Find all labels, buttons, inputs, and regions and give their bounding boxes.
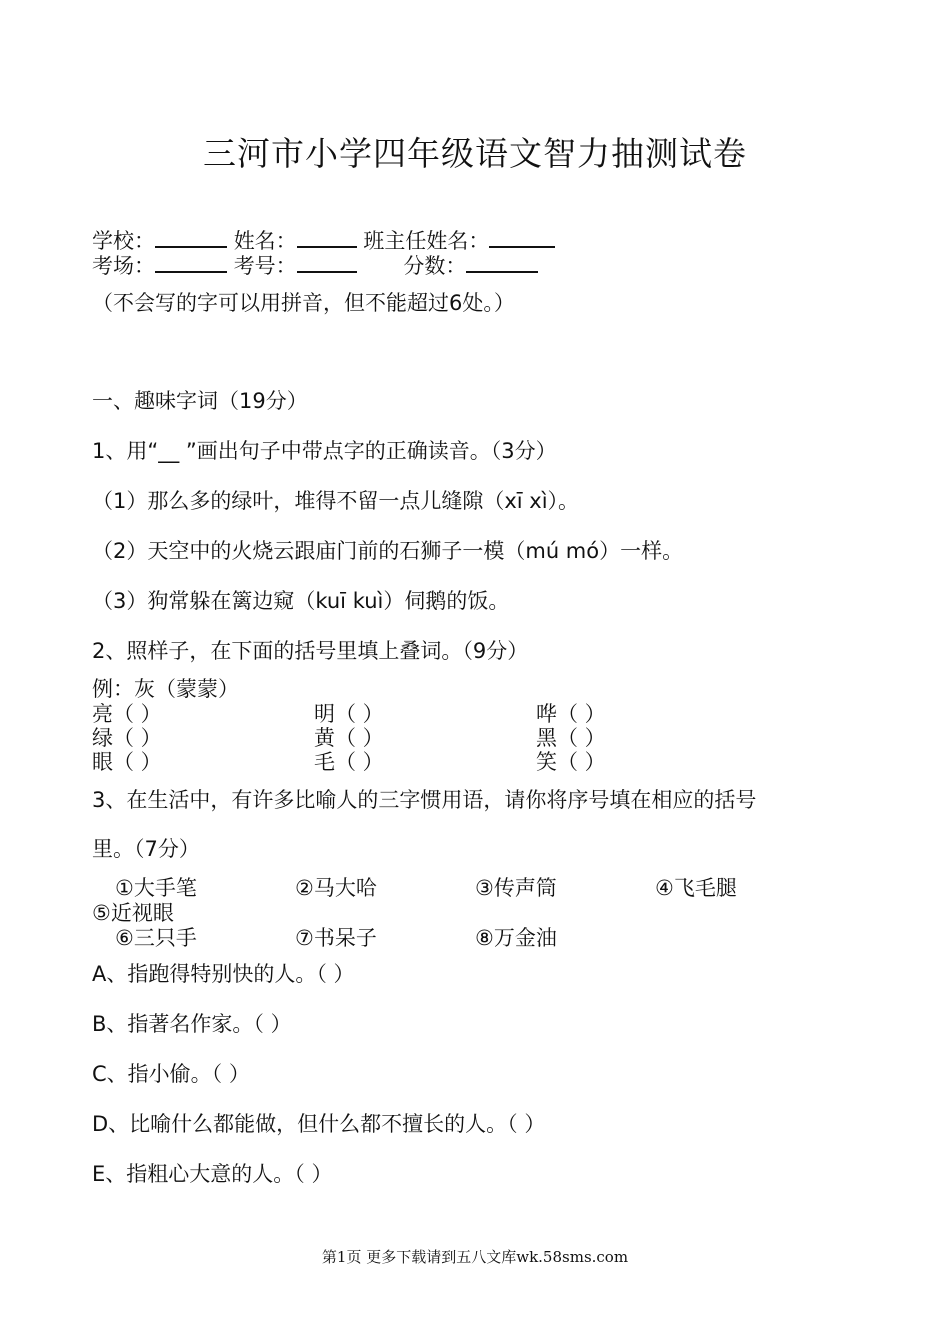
q1-item: （3）狗常躲在篱边窥（kuī kuì）伺鹅的饭。 [92,589,510,613]
q3-option: ⑧万金油 [475,926,557,950]
q3-option: ④飞毛腿 [655,876,737,900]
q2-cell[interactable]: 亮（ ） [92,702,162,726]
number-blank[interactable] [297,253,357,273]
q2-cell[interactable]: 黑（ ） [536,726,606,750]
q3-option: ②马大哈 [295,876,377,900]
section-heading-1: 一、趣味字词（19分） [92,389,308,413]
q3-prompt-line1: 3、在生活中，有许多比喻人的三字惯用语，请你将序号填在相应的括号 [92,788,757,812]
name-blank[interactable] [297,228,357,248]
q3-item[interactable]: D、比喻什么都能做，但什么都不擅长的人。（ ） [92,1112,546,1136]
page-title: 三河市小学四年级语文智力抽测试卷 [203,134,747,173]
instructions-note: （不会写的字可以用拼音，但不能超过6处。） [92,291,515,315]
q3-option: ⑦书呆子 [295,926,377,950]
q3-item[interactable]: E、指粗心大意的人。（ ） [92,1162,333,1186]
q2-cell[interactable]: 笑（ ） [536,750,606,774]
room-blank[interactable] [155,253,227,273]
q2-cell[interactable]: 明（ ） [314,702,384,726]
room-label: 考场： [92,254,155,278]
q3-item[interactable]: A、指跑得特别快的人。（ ） [92,962,355,986]
q2-cell[interactable]: 绿（ ） [92,726,162,750]
q2-prompt: 2、照样子，在下面的括号里填上叠词。（9分） [92,639,529,663]
number-label: 考号： [233,254,297,278]
page-footer: 第1页 更多下载请到五八文库wk.58sms.com [321,1248,629,1266]
q2-cell[interactable]: 毛（ ） [314,750,384,774]
q3-item[interactable]: B、指著名作家。（ ） [92,1012,292,1036]
school-blank[interactable] [155,228,227,248]
q2-cell[interactable]: 哗（ ） [536,702,606,726]
info-line-2 [92,250,538,280]
q3-option: ①大手笔 [115,876,197,900]
score-label: 分数： [403,254,467,278]
q1-item: （2）天空中的火烧云跟庙门前的石狮子一模（mú mó）一样。 [92,539,684,563]
q3-option: ⑤近视眼 [92,901,174,925]
q2-cell[interactable]: 黄（ ） [314,726,384,750]
school-label: 学校： [92,229,155,253]
q2-example: 例：灰（蒙蒙） [92,677,239,701]
q3-option: ⑥三只手 [115,926,197,950]
q3-item[interactable]: C、指小偷。（ ） [92,1062,250,1086]
q3-option: ③传声筒 [475,876,557,900]
q1-prompt: 1、用“__ ”画出句子中带点字的正确读音。（3分） [92,439,557,463]
teacher-blank[interactable] [489,228,555,248]
score-blank[interactable] [466,253,538,273]
q1-item: （1）那么多的绿叶，堆得不留一点儿缝隙（xī xì）。 [92,489,580,513]
q3-prompt-line2: 里。（7分） [92,837,200,861]
name-label: 姓名： [233,229,297,253]
q2-cell[interactable]: 眼（ ） [92,750,162,774]
teacher-label: 班主任姓名： [363,229,490,253]
